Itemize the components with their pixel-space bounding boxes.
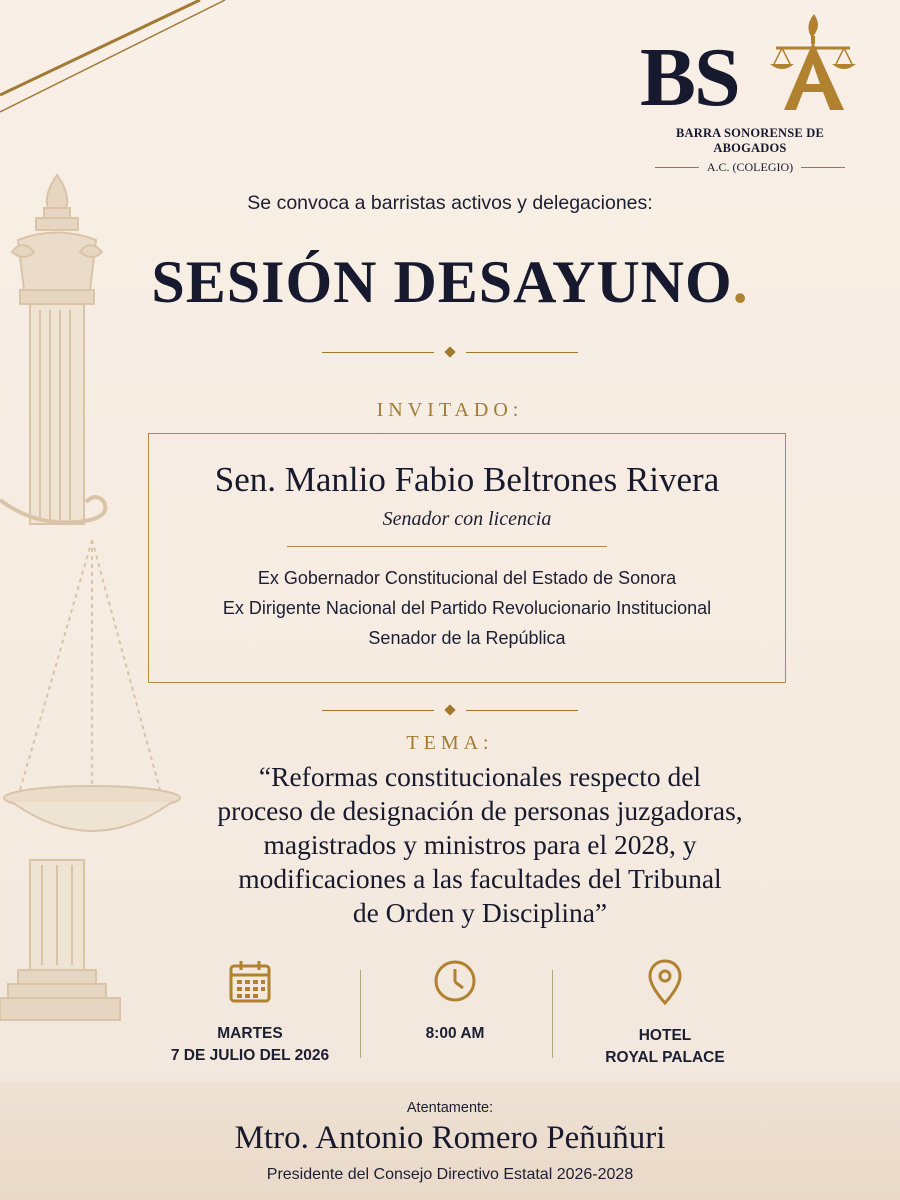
guest-label: INVITADO: [376,399,524,421]
venue-line: ROYAL PALACE [605,1049,725,1066]
logo-letters: BS [640,31,739,124]
topic-text [150,760,810,930]
time-info [390,958,520,1045]
clock-icon [432,958,478,1004]
diamond-icon [444,346,455,357]
logo-a-scale-icon [762,12,858,112]
guest-name: Sen. Manlio Fabio Beltrones Rivera [214,460,720,499]
bsa-logo [640,12,860,175]
logo-mark [640,12,860,122]
event-time: 8:00 AM [425,1025,485,1042]
date-weekday: MARTES [217,1025,283,1042]
details-separator [552,970,553,1058]
credential-line: Senador de la República [368,628,566,648]
title-dot: . [732,249,749,315]
calendar-icon [228,958,272,1004]
topic-line: de Orden y Disciplina” [352,897,608,928]
closing-text: Atentamente: [406,1100,494,1116]
logo-rule-right [801,167,845,168]
guest-box [148,433,786,683]
divider-top [0,348,900,356]
divider-middle [0,706,900,714]
divider-line [322,710,434,711]
diamond-icon [444,704,455,715]
location-pin-icon [647,958,683,1006]
date-info [160,958,340,1067]
logo-org-name: BARRA SONORENSE DE ABOGADOS [675,126,825,155]
topic-label: TEMA: [406,732,494,754]
logo-org-type-row [640,160,860,175]
divider-line [466,352,578,353]
signer-position: Presidente del Consejo Directivo Estatal 2026-2028 [266,1166,634,1183]
divider-line [466,710,578,711]
divider-line [322,352,434,353]
date-text [160,1023,340,1067]
credential-line: Ex Gobernador Constitucional del Estado de Sonora [257,568,677,588]
guest-credentials [149,563,785,653]
logo-org-type: A.C. (COLEGIO) [706,160,794,174]
event-title [0,248,900,317]
venue-line: HOTEL [638,1027,692,1044]
topic-line: magistrados y ministros para el 2028, y [263,829,697,860]
topic-line: “Reformas constitucionales respecto del [258,761,702,792]
date-full: 7 DE JULIO DEL 2026 [170,1047,330,1064]
time-text [390,1023,520,1045]
guest-role: Senador con licencia [382,508,552,530]
signature-footer [0,1082,900,1200]
event-title-text: SESIÓN DESAYUNO [151,249,733,315]
credential-line: Ex Dirigente Nacional del Partido Revolucionario Institucional [222,598,712,618]
topic-line: modificaciones a las facultades del Tribunal [238,863,722,894]
guest-rule [287,546,607,547]
intro-text: Se convoca a barristas activos y delegaciones: [247,192,653,214]
venue-text [590,1025,740,1069]
event-details [160,958,780,1068]
topic-line: proceso de designación de personas juzgadoras, [217,795,743,826]
logo-rule-left [655,167,699,168]
details-separator [360,970,361,1058]
venue-info [590,958,740,1069]
signer-name: Mtro. Antonio Romero Peñuñuri [234,1120,666,1156]
